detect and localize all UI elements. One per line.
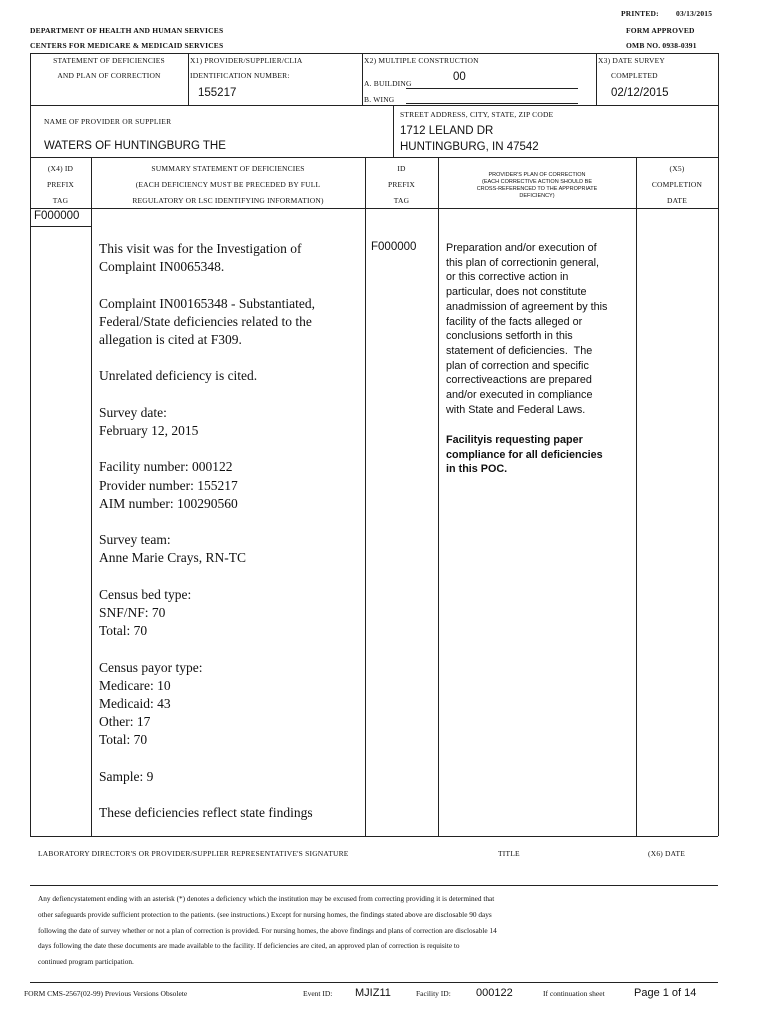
footer-rule (30, 982, 718, 983)
printed-label: PRINTED: (621, 9, 659, 18)
summary-header-line1: SUMMARY STATEMENT OF DEFICIENCIES (151, 164, 305, 173)
row1-divider-a (188, 53, 189, 105)
x6-date-label: (X6) DATE (648, 849, 686, 858)
address-label: STREET ADDRESS, CITY, STATE, ZIP CODE (400, 110, 554, 119)
x1-label-line2: IDENTIFICATION NUMBER: (190, 71, 290, 80)
provider-name-label: NAME OF PROVIDER OR SUPPLIER (44, 117, 172, 126)
x2-label: X2) MULTIPLE CONSTRUCTION (364, 56, 479, 65)
department-title: DEPARTMENT OF HEALTH AND HUMAN SERVICES (30, 26, 224, 35)
x3-label-line2: COMPLETED (611, 71, 658, 80)
statement-label-line1: STATEMENT OF DEFICIENCIES (53, 56, 165, 65)
x5-header-line1: (X5) (669, 164, 685, 173)
title-label: TITLE (498, 849, 520, 858)
form-approved: FORM APPROVED (626, 26, 695, 35)
x4-header-line1: (X4) ID (47, 164, 74, 173)
tag-row-short-rule (30, 226, 91, 227)
row1-divider-b (362, 53, 363, 105)
summary-header-line3: REGULATORY OR LSC IDENTIFYING INFORMATION) (132, 196, 324, 205)
page-number: Page 1 of 14 (634, 987, 697, 999)
building-label: A. BUILDING (364, 79, 412, 88)
row2-divider (393, 105, 394, 157)
survey-date-value: 02/12/2015 (611, 87, 669, 99)
row1-bottom (30, 105, 718, 106)
plan-of-correction-bold: Facilityis requesting paper compliance for all deficiencies in this POC. (446, 434, 603, 476)
disclaimer-footnote: Any defiencystatement ending with an asterisk (*) denotes a deficiency which the institution may be excused from correcting providing it is determined that other safeguards provide sufficient protection to the patients. (see instructions.) Except for nursing homes, the findings stated above are disclosable 90 days following the date of survey whether or not a plan of correction is provided. For nursing homes, the above findings and plans of correction are disclosable 14 days following the date these documents are made available to the facility. If deficiencies are cited, an approved plan of correction is requisite to continued program participation. (38, 894, 497, 967)
building-value: 00 (453, 71, 466, 83)
director-signature-label: LABORATORY DIRECTOR'S OR PROVIDER/SUPPLIER REPRESENTATIVE'S SIGNATURE (38, 849, 349, 858)
wing-label: B. WING (364, 95, 395, 104)
right-tag: F000000 (371, 241, 417, 253)
col-divider-1 (91, 157, 92, 836)
x5-header-line3: DATE (667, 196, 687, 205)
facility-id-label: Facility ID: (416, 989, 451, 998)
row1-divider-c (596, 53, 597, 105)
plan-header-line2: (EACH CORRECTIVE ACTION SHOULD BE (481, 179, 593, 185)
col-divider-3 (438, 157, 439, 836)
col-divider-4 (636, 157, 637, 836)
event-id-value: MJIZ11 (355, 987, 391, 999)
x4-header-line2: PREFIX (46, 180, 75, 189)
id-header-line2: PREFIX (387, 180, 416, 189)
signature-bottom-rule (30, 885, 718, 886)
col-divider-2 (365, 157, 366, 836)
x4-header-line3: TAG (52, 196, 69, 205)
form-bottom-border (30, 836, 718, 837)
provider-id-value: 155217 (198, 87, 237, 99)
summary-header-line2: (EACH DEFICIENCY MUST BE PRECEDED BY FULL (135, 180, 321, 189)
provider-name-value: WATERS OF HUNTINGBURG THE (44, 140, 226, 152)
continuation-label: If continuation sheet (543, 989, 605, 998)
plan-header-line4: DEFICIENCY) (519, 193, 555, 199)
facility-id-value: 000122 (476, 987, 513, 999)
x1-label-line1: X1) PROVIDER/SUPPLIER/CLIA (190, 56, 303, 65)
address-line1: 1712 LELAND DR (400, 125, 494, 137)
omb-number: OMB NO. 0938-0391 (626, 41, 697, 50)
row2-bottom (30, 157, 718, 158)
summary-text: This visit was for the Investigation of Complaint IN0065348. Complaint IN00165348 - Substantiated, Federal/State deficiencies related to the allegation is cited at F309. Unrelated deficiency is cited. Survey date: February 12, 2015 Facility number: 000122 Provider number: 155217 AIM number: 100290560 Survey team: Anne Marie Crays, RN-TC Census bed type: SNF/NF: 70 Total: 70 Census payor type: Medicare: 10 Medicaid: 43 Other: 17 Total: 70 Sample: 9 These deficiencies reflect state findings (99, 241, 315, 821)
column-header-bottom (30, 208, 718, 209)
printed-date: 03/13/2015 (676, 9, 713, 18)
plan-header-line3: CROSS-REFERENCED TO THE APPROPRIATE (476, 186, 598, 192)
form-top-border (30, 53, 718, 54)
left-tag: F000000 (34, 210, 80, 222)
form-number: FORM CMS-2567(02-99) Previous Versions Obsolete (24, 989, 188, 998)
plan-of-correction-text: Preparation and/or execution of this plan of correctionin general, or this corrective action in particular, does not constitute anadmission of agreement by this facility of the facts alleged or conclusions setforth in this statement of deficiencies. The plan of correction and specific correctiveactions are prepared and/or executed in compliance with State and Federal Laws. (446, 242, 608, 416)
event-id-label: Event ID: (303, 989, 333, 998)
id-header-line3: TAG (393, 196, 410, 205)
x5-header-line2: COMPLETION (651, 180, 703, 189)
plan-header-line1: PROVIDER'S PLAN OF CORRECTION (488, 172, 586, 178)
x3-label-line1: X3) DATE SURVEY (598, 56, 665, 65)
wing-underline (406, 103, 578, 104)
building-underline (406, 88, 578, 89)
form-right-border (718, 53, 719, 836)
centers-title: CENTERS FOR MEDICARE & MEDICAID SERVICES (30, 41, 224, 50)
address-line2: HUNTINGBURG, IN 47542 (400, 141, 539, 153)
statement-label-line2: AND PLAN OF CORRECTION (57, 71, 161, 80)
id-header-line1: ID (397, 164, 406, 173)
